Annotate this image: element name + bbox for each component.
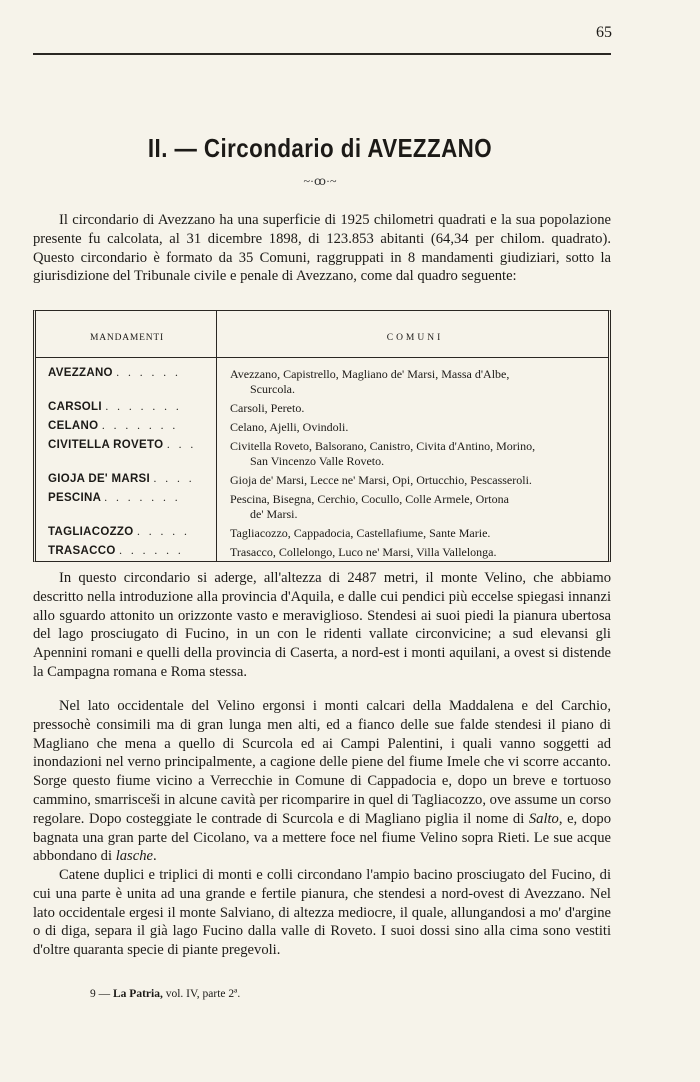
mandamento-name [48, 492, 216, 504]
italic-term: Salto [528, 810, 559, 827]
leader-dots: . . . . . . [116, 367, 181, 379]
header-mandamenti: MANDAMENTI [90, 333, 164, 343]
mandamento-label: CARSOLI [48, 401, 102, 413]
mandamento-label: CELANO [48, 420, 99, 432]
mandamento-name [48, 420, 216, 432]
page-number: 65 [596, 24, 612, 41]
comuni-list [230, 401, 596, 420]
volume-info: vol. IV, parte 2ª. [165, 988, 241, 1000]
mandamento-label: TRASACCO [48, 545, 116, 557]
comuni-text: Pescina, Bisegna, Cerchio, Cocullo, Colle Armele, Ortona [230, 492, 509, 506]
leader-dots: . . . . . . . [101, 420, 179, 432]
paragraph-text: , e, dopo bagnata una gran parte del Cicolano, va a mettere foce nel fiume Velino sopra Rieti. Le sue acque abbondano di [33, 810, 611, 865]
comuni-list [230, 439, 596, 473]
leader-dots: . . . . . . . [104, 492, 181, 504]
paragraph-text: Nel lato occidentale del Velino ergonsi i monti calcari della Maddalena e del Carchio, pressochè consimili ma di gran lunga men alti, ed a fianco delle sue falde stendesi il piano di Magliano che mena a quello di Scurcola ed ai Campi Palentini, i quali vanno soggetti ad inondazioni nel verno principalmente, a cagione delle piene del fiume Imele che vi scorre accanto. Sorge questo fiume vicino a Verrecchie in Comune di Cappadocia e, dopo un breve e tortuoso cammino, smarrisceši in alcune cavità per ricomparire in quel di Tagliacozzo, ove assume un corso regolare. Dopo costeggiate le contrade di Scurcola e di Magliano piglia il nome di [33, 698, 611, 827]
work-title: La Patria, [113, 988, 163, 1000]
leader-dots: . . . . . . . [105, 401, 182, 413]
mandamento-name [48, 439, 216, 451]
paragraph-velino: In questo circondario si aderge, all'altezza di 2487 metri, il monte Velino, che abbiamo descritto nella introduzione alla provincia d'Aquila, e dalle cui pendici più eccelse spiegasi innanzi allo sguardo attonito un orizzonte vasto e meraviglioso. Stendesi ai suoi piedi la pianura ubertosa del lago prosciugato di Fucino, in un con le ridenti vallate circonvicine; a sud elevansi gli Apennini romani e quelli della provincia di Caserta, a nord-est i monti aquilani, a ovest si distende la Campagna romana e Roma stessa. [33, 570, 611, 680]
comuni-list [230, 473, 596, 492]
chapter-title: II. — Circondario di AVEZZANO [147, 133, 493, 163]
table-row [36, 439, 608, 473]
table-row [36, 420, 608, 439]
mandamenti-table [33, 310, 611, 562]
table-row [36, 401, 608, 420]
comuni-continuation: San Vincenzo Valle Roveto. [250, 454, 385, 468]
comuni-text: Tagliacozzo, Cappadocia, Castellafiume, Sante Marie. [230, 526, 491, 540]
mandamento-name [48, 367, 216, 379]
table-row [36, 492, 608, 526]
title-ornament: ~·ꝏ·~ [303, 174, 337, 188]
header-rule [33, 53, 611, 55]
paragraph-fucino: Catene duplici e triplici di monti e colli circondano l'ampio bacino prosciugato del Fucino, di cui una parte è unita ad una grande e fertile pianura, che stendesi a nord-ovest di Avezzano. Nel lato occidentale ergesi il monte Salviano, di altezza mediocre, il quale, allungandosi a mo' d'argine o di diga, separa il già lago Fucino dalla valle di Roveto. I suoi dossi sino alla cima sono vestiti d'oltre quaranta specie di piante pregevoli. [33, 867, 611, 959]
comuni-text: Carsoli, Pereto. [230, 401, 305, 415]
leader-dots: . . . . . . [119, 545, 184, 557]
table-row [36, 545, 608, 564]
comuni-text: Gioja de' Marsi, Lecce ne' Marsi, Opi, Ortucchio, Pescasseroli. [230, 473, 532, 487]
header-comuni: COMUNI [386, 333, 444, 343]
mandamento-name [48, 473, 216, 485]
comuni-text: Avezzano, Capistrello, Magliano de' Marsi, Massa d'Albe, [230, 367, 510, 381]
mandamento-name [48, 526, 216, 538]
comuni-list [230, 367, 596, 401]
mandamento-name [48, 545, 216, 557]
mandamento-label: GIOJA DE' MARSI [48, 473, 151, 485]
mandamento-label: PESCINA [48, 492, 101, 504]
signature-number: 9 — [90, 988, 111, 1000]
comuni-text: Trasacco, Collelongo, Luco ne' Marsi, Villa Vallelonga. [230, 545, 497, 559]
table-body [36, 367, 608, 564]
mandamento-name [48, 401, 216, 413]
footer-signature [90, 988, 240, 1000]
leader-dots: . . . [166, 439, 197, 451]
comuni-continuation: de' Marsi. [250, 507, 298, 521]
italic-term: lasche [115, 848, 153, 865]
leader-dots: . . . . [153, 473, 195, 485]
paragraph-occidentale [33, 697, 611, 866]
mandamento-label: AVEZZANO [48, 367, 113, 379]
mandamento-label: TAGLIACOZZO [48, 526, 134, 538]
comuni-list [230, 492, 596, 526]
intro-paragraph: Il circondario di Avezzano ha una superficie di 1925 chilometri quadrati e la sua popolazione presente fu calcolata, al 31 dicembre 1898, di 123.853 abitanti (64,34 per chilom. quadrato). Questo circondario è formato da 35 Comuni, raggruppati in 8 mandamenti giudiziari, sotto la giurisdizione del Tribunale civile e penale di Avezzano, come dal quadro seguente: [33, 212, 611, 285]
comuni-text: Celano, Ajelli, Ovindoli. [230, 420, 349, 434]
table-row [36, 526, 608, 545]
comuni-text: Civitella Roveto, Balsorano, Canistro, Civita d'Antino, Morino, [230, 439, 536, 453]
comuni-list [230, 526, 596, 545]
comuni-list [230, 545, 596, 564]
table-header [36, 311, 608, 358]
table-row [36, 473, 608, 492]
comuni-list [230, 420, 596, 439]
mandamento-label: CIVITELLA ROVETO [48, 439, 164, 451]
table-row [36, 367, 608, 401]
comuni-continuation: Scurcola. [250, 382, 295, 396]
leader-dots: . . . . . [137, 526, 190, 538]
paragraph-text: . [153, 848, 157, 865]
